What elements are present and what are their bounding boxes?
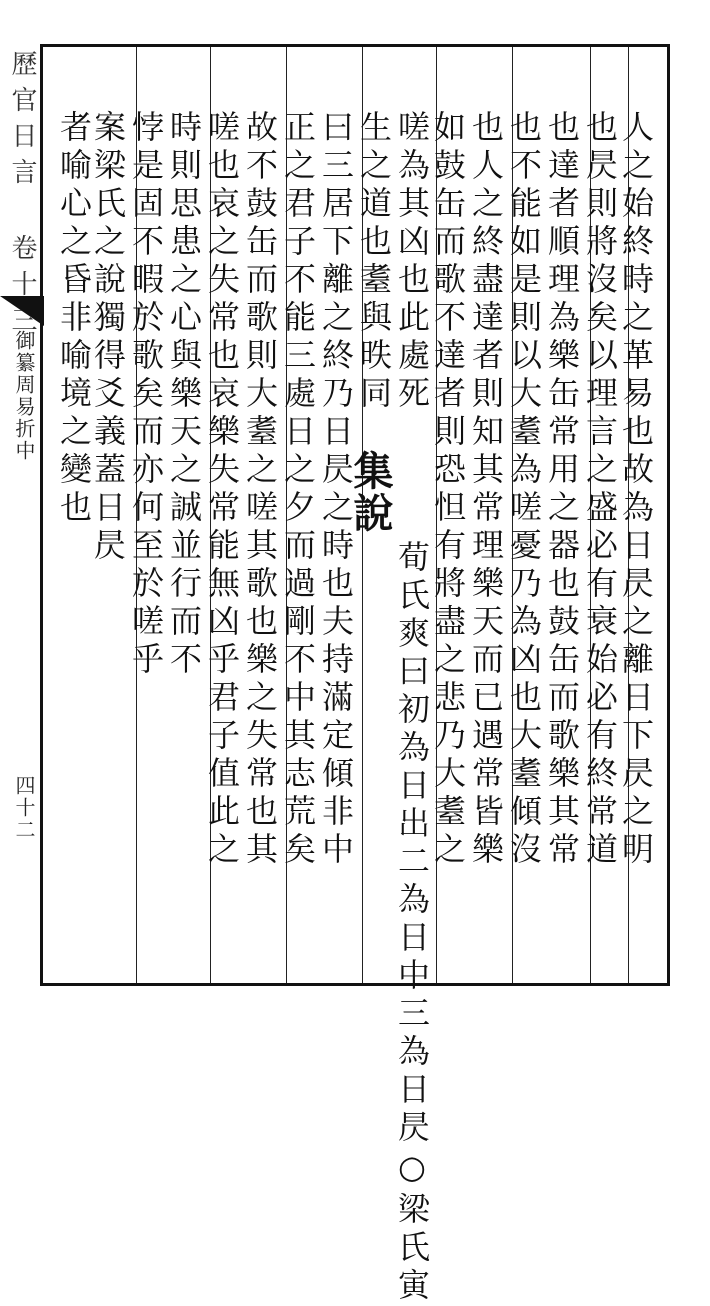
- fish-tail-mark: [0, 296, 44, 326]
- text-column-16: 案梁氏之說獨得爻義蓋日昃: [89, 110, 127, 566]
- text-column-6: 如鼓缶而歌不達者則恐怛有將盡之悲乃大耋之: [429, 110, 467, 870]
- text-column-8: 生之道也耋與昳同: [355, 110, 393, 414]
- frame-right-rule: [667, 44, 670, 986]
- text-column-7: 嗟為其凶也此處死: [393, 110, 431, 414]
- text-column-3: 也達者順理為樂缶常用之器也鼓缶而歌樂其常: [543, 110, 581, 870]
- text-column-17: 者喻心之昏非喻境之變也: [55, 110, 93, 528]
- frame-bottom-rule: [40, 983, 670, 986]
- spine-header: 歷官日言 卷十三: [7, 50, 37, 342]
- text-column-13: 嗟也哀之失常也哀樂失常能無凶乎君子值此之: [203, 110, 241, 870]
- text-column-5: 也人之終盡達者則知其常理樂天而已遇常皆樂: [467, 110, 505, 870]
- text-column-4: 也不能如是則以大耋為嗟憂乃為凶也大耋傾沒: [505, 110, 543, 870]
- book-title: 御纂周易折中: [12, 330, 36, 462]
- page-number: 四十二: [12, 775, 36, 841]
- text-column-10: 曰三居下離之終乃日昃之時也夫持滿定傾非中: [317, 110, 355, 870]
- text-column-15: 悖是固不暇於歌矣而亦何至於嗟乎: [127, 110, 165, 680]
- section-heading-jishuo: 集說: [347, 450, 394, 534]
- text-column-14: 時則思患之心與樂天之誠並行而不: [165, 110, 203, 680]
- frame-top-rule: [40, 44, 670, 47]
- text-column-9: 荀氏爽曰初為日出二為日中三為日昃○梁氏寅: [393, 540, 431, 1306]
- text-column-12: 故不鼓缶而歌則大耋之嗟其歌也樂之失常也其: [241, 110, 279, 870]
- text-column-11: 正之君子不能三處日之夕而過剛不中其志荒矣: [279, 110, 317, 870]
- text-column-1: 人之始終時之革易也故為日昃之離日下昃之明: [617, 110, 655, 870]
- text-column-2: 也昃則將沒矣以理言之盛必有衰始必有終常道: [581, 110, 619, 870]
